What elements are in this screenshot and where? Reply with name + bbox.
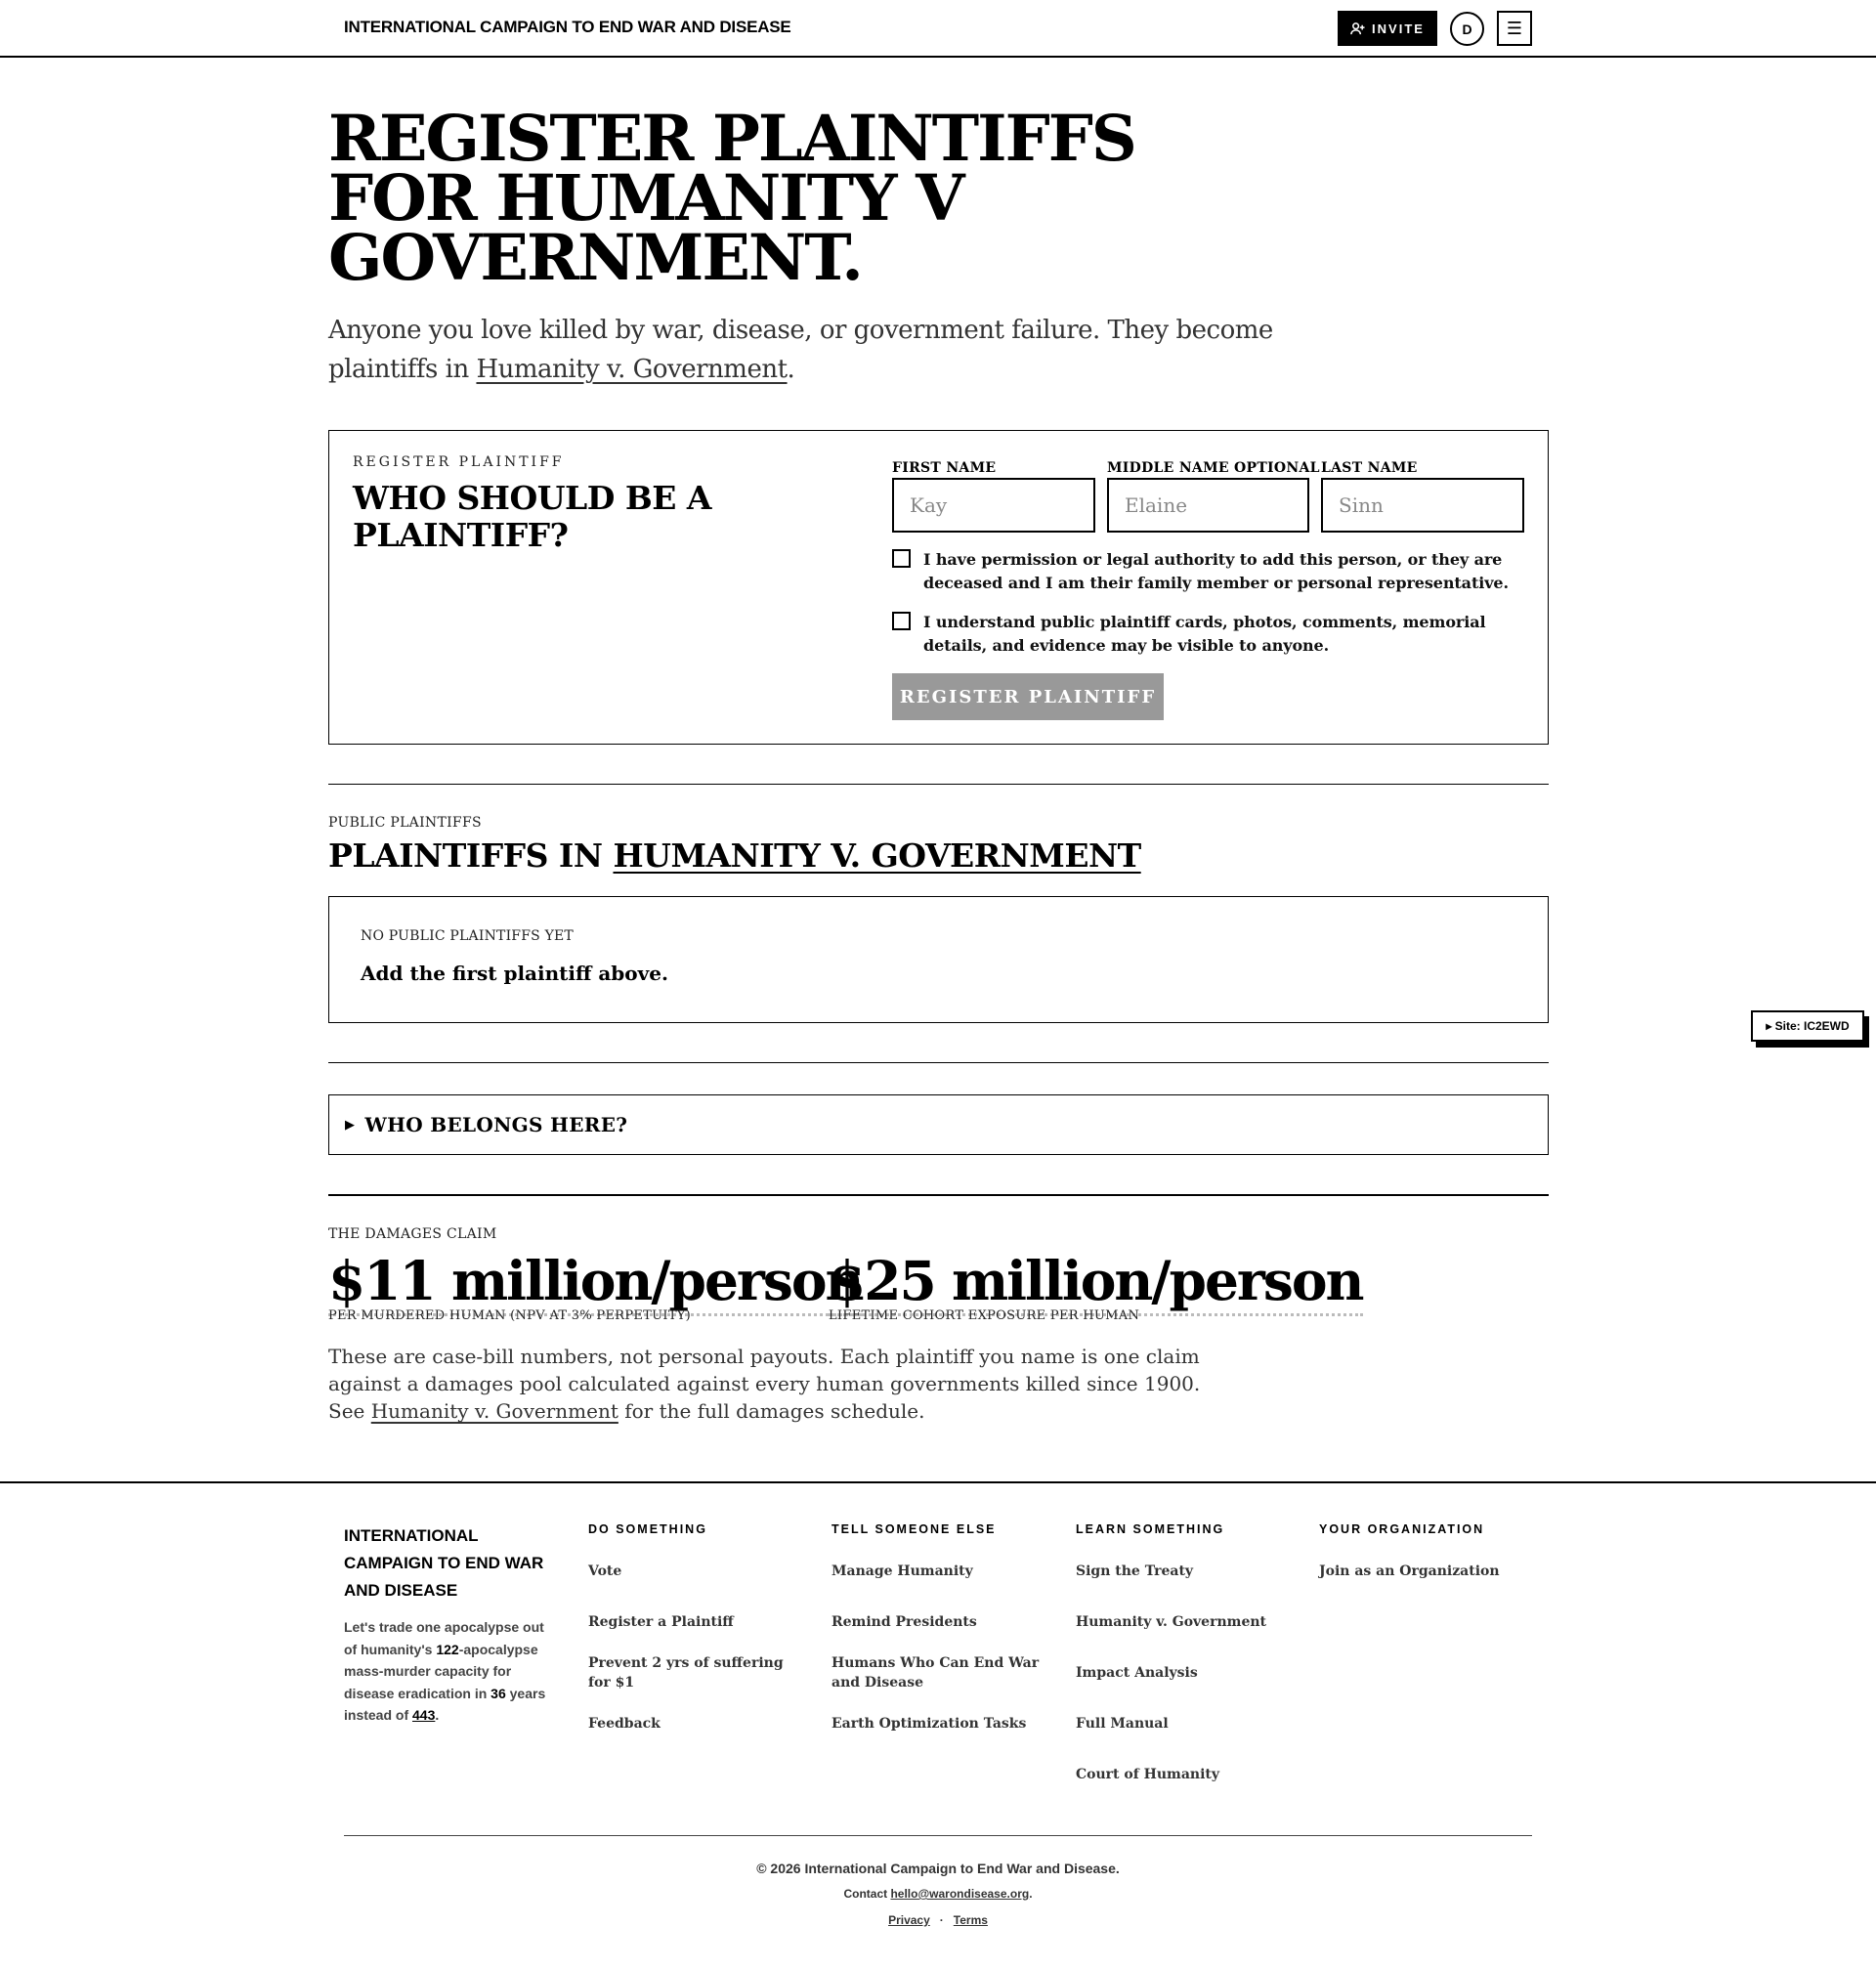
who-belongs-label: WHO BELONGS HERE?: [364, 1113, 628, 1136]
user-avatar-button[interactable]: D: [1450, 12, 1484, 46]
footer-link-impact-analysis[interactable]: Impact Analysis: [1076, 1665, 1198, 1681]
page-title-line: FOR HUMANITY V: [328, 161, 963, 235]
footer-link-sign-treaty[interactable]: Sign the Treaty: [1076, 1563, 1194, 1579]
public-visibility-checkbox[interactable]: [892, 612, 911, 630]
subtitle-text-end: .: [787, 355, 795, 384]
invite-label: INVITE: [1372, 21, 1425, 36]
public-visibility-consent-row[interactable]: [892, 611, 1517, 658]
footer-col-your-organization: [1319, 1522, 1534, 1558]
footer-col-title: YOUR ORGANIZATION: [1319, 1522, 1485, 1536]
section-divider: [328, 1062, 1549, 1063]
damages-label-murdered: PER MURDERED HUMAN (NPV AT 3% PERPETUITY): [328, 1308, 692, 1323]
damages-humanity-link[interactable]: Humanity v. Government: [370, 1399, 618, 1423]
page-title: [328, 102, 1169, 295]
subtitle-text: Anyone you love killed by war, disease, or government failure. They become plaintiffs in: [328, 316, 1273, 384]
footer-col-title: TELL SOMEONE ELSE: [831, 1522, 997, 1536]
invite-button[interactable]: [1338, 11, 1437, 46]
contact-email-link[interactable]: hello@warondisease.org: [890, 1887, 1030, 1901]
footer-divider: [0, 1481, 1876, 1483]
damages-value-lifetime: $25 million/person: [829, 1249, 1363, 1316]
footer-link-register-plaintiff[interactable]: Register a Plaintiff: [588, 1614, 734, 1630]
footer-link-humans-who-can[interactable]: Humans Who Can End War and Disease: [831, 1655, 1040, 1691]
footer-copyright: © 2026 International Campaign to End War and Disease.: [756, 1861, 1120, 1876]
privacy-link[interactable]: Privacy: [888, 1913, 930, 1927]
permission-checkbox[interactable]: [892, 549, 911, 568]
site-brand[interactable]: INTERNATIONAL CAMPAIGN TO END WAR AND DISEASE: [344, 18, 791, 36]
permission-consent-row[interactable]: [892, 548, 1517, 595]
page-title-line: GOVERNMENT.: [328, 221, 862, 295]
footer-link-prevent-suffering[interactable]: Prevent 2 yrs of suffering for $1: [588, 1655, 784, 1691]
footer-bottom-divider: [344, 1835, 1532, 1836]
damages-text: These are case-bill numbers, not personal payouts. Each plaintiff you name is one claim against a damages pool calculated against every human governments killed since 1900. See: [328, 1345, 1201, 1423]
footer-link-full-manual[interactable]: Full Manual: [1076, 1716, 1169, 1732]
register-heading: WHO SHOULD BE A PLAINTIFF?: [353, 479, 711, 554]
heading-text: PLAINTIFFS IN: [328, 836, 614, 875]
public-plaintiffs-kicker: PUBLIC PLAINTIFFS: [328, 815, 482, 831]
footer-link-humanity-v-government[interactable]: Humanity v. Government: [1076, 1614, 1266, 1630]
register-kicker: REGISTER PLAINTIFF: [353, 454, 565, 470]
site-switcher-tab[interactable]: ▸ Site: IC2EWD: [1751, 1010, 1864, 1042]
damages-explanation: [328, 1343, 1227, 1425]
section-divider: [328, 1194, 1549, 1196]
empty-state-text: Add the first plaintiff above.: [361, 962, 668, 985]
public-plaintiffs-heading: [328, 836, 1141, 875]
humanity-v-government-heading-link[interactable]: HUMANITY V. GOVERNMENT: [613, 836, 1141, 875]
damages-value-murdered: $11 million/person: [328, 1249, 863, 1316]
footer-brand: INTERNATIONAL CAMPAIGN TO END WAR AND DISEASE: [344, 1526, 544, 1600]
tagline-number: 36: [490, 1685, 506, 1701]
page-subtitle: [328, 311, 1325, 389]
hamburger-menu-icon[interactable]: ☰: [1497, 11, 1532, 46]
last-name-label: LAST NAME: [1321, 460, 1418, 476]
add-user-icon: [1350, 21, 1365, 36]
footer-contact: [0, 1887, 1876, 1901]
register-plaintiff-card: [328, 430, 1549, 745]
tagline-text: Let's trade one apocalypse out of humanity's: [344, 1619, 544, 1657]
damages-label-lifetime: LIFETIME COHORT EXPOSURE PER HUMAN: [829, 1308, 1140, 1323]
first-name-input[interactable]: [892, 478, 1095, 533]
footer-link-manage-humanity[interactable]: Manage Humanity: [831, 1563, 973, 1579]
section-divider: [328, 784, 1549, 785]
permission-consent-text: I have permission or legal authority to add this person, or they are deceased and I am their family member or personal representative.: [923, 550, 1509, 592]
tagline-number: 122: [436, 1641, 459, 1657]
tagline-number: 443: [412, 1707, 436, 1723]
footer-col-title: LEARN SOMETHING: [1076, 1522, 1225, 1536]
footer-tagline: [344, 1616, 549, 1727]
footer-col-title: DO SOMETHING: [588, 1522, 707, 1536]
footer-link-join-organization[interactable]: Join as an Organization: [1319, 1563, 1500, 1579]
footer-link-earth-optimization[interactable]: Earth Optimization Tasks: [831, 1716, 1027, 1732]
public-visibility-consent-text: I understand public plaintiff cards, photos, comments, memorial details, and evidence may be visible to anyone.: [923, 613, 1486, 655]
register-plaintiff-button[interactable]: REGISTER PLAINTIFF: [892, 673, 1164, 720]
middle-name-input[interactable]: [1107, 478, 1309, 533]
first-name-label: FIRST NAME: [892, 460, 997, 476]
page-title-line: REGISTER PLAINTIFFS: [328, 102, 1135, 176]
disclosure-triangle-icon: ▶: [345, 1117, 356, 1133]
contact-text: Contact: [843, 1887, 891, 1901]
last-name-input[interactable]: [1321, 478, 1524, 533]
footer-link-court-of-humanity[interactable]: Court of Humanity: [1076, 1767, 1219, 1782]
humanity-v-government-link[interactable]: Humanity v. Government: [476, 355, 788, 384]
empty-plaintiffs-card: [328, 896, 1549, 1023]
footer-link-remind-presidents[interactable]: Remind Presidents: [831, 1614, 977, 1630]
legal-separator: ·: [939, 1913, 944, 1927]
empty-state-kicker: NO PUBLIC PLAINTIFFS YET: [361, 928, 574, 944]
footer-col-do-something: [588, 1522, 803, 1558]
tagline-text: years instead of: [344, 1685, 546, 1723]
damages-text-end: for the full damages schedule.: [618, 1399, 925, 1423]
who-belongs-disclosure[interactable]: [328, 1094, 1549, 1155]
damages-kicker: THE DAMAGES CLAIM: [328, 1226, 497, 1242]
contact-text-end: .: [1029, 1887, 1033, 1901]
tagline-text: -apocalypse mass-murder capacity for disease eradication in: [344, 1641, 538, 1701]
footer-link-feedback[interactable]: Feedback: [588, 1716, 661, 1732]
footer-legal: [0, 1913, 1876, 1927]
footer-col-tell-someone: [831, 1522, 1046, 1558]
tagline-text: .: [435, 1707, 440, 1723]
middle-name-label: MIDDLE NAME OPTIONAL: [1107, 460, 1320, 476]
footer-link-vote[interactable]: Vote: [588, 1563, 622, 1579]
top-nav-bar: [0, 0, 1876, 58]
footer-col-learn-something: [1076, 1522, 1291, 1558]
terms-link[interactable]: Terms: [953, 1913, 988, 1927]
